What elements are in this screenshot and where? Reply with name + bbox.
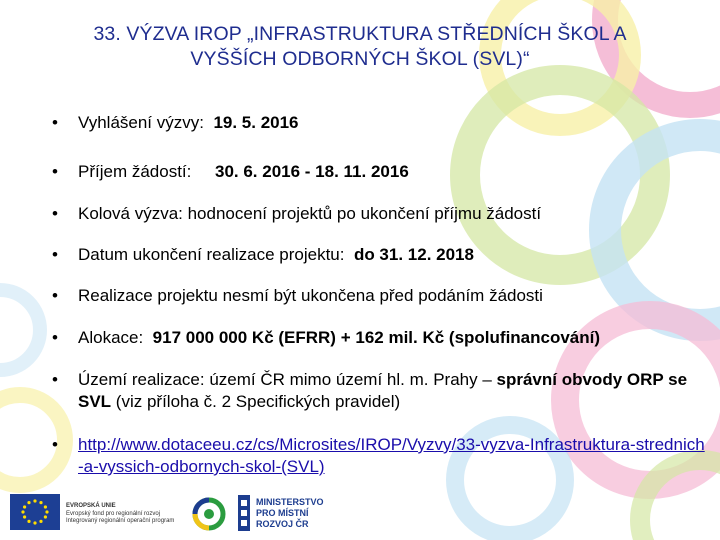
bullet-value: 19. 5. 2016 bbox=[213, 113, 299, 132]
mmr-emblem-icon bbox=[237, 494, 251, 532]
bullet-text: Realizace projektu nesmí být ukončena před podáním žádosti bbox=[78, 286, 543, 305]
slide: 33. VÝZVA IROP „INFRASTRUKTURA STŘEDNÍCH ŠKOL A VYŠŠÍCH ODBORNÝCH ŠKOL (SVL)“ • Vyhlášení výzvy: 19. 5. 2016 • Příjem žádostí: 30. 6. 2016 - 18. 11. 2016 • Kolová výzva: hodnocení projektů po ukončení příjmu žádostí • Datum ukončení realizace projektu: do 31. 12. 2018 • Realizace projektu nesmí být ukončena před podáním žádosti • Alokace: 917 000 000 Kč (EFRR) + 162 mil. Kč (spolufinancování) • Území realizace: území ČR mimo území hl. m. Prahy – správní obvody ORP se SVL (viz příloha č. 2 Specifických pravidel) • http://www.dotaceeu.cz/cs/Microsites/IROP/Vyzvy/33-vyzva-Infrastruktura-strednich-a-vyssich-odbornych-skol-(SVL) EVROPSKÁ UNIE Evropský fond pro regionální rozvoj Integrovaný regionální operační program MINISTERSTVO PRO MÍSTNÍ ROZVOJ ČR bbox=[0, 0, 720, 540]
bullet-value-efrr: 917 000 000 Kč (EFRR) bbox=[152, 328, 336, 347]
eu-program: Integrovaný regionální operační program bbox=[66, 518, 175, 524]
bullet-value: do 31. 12. 2018 bbox=[353, 245, 474, 264]
mmr-line-1: MINISTERSTVO bbox=[256, 497, 324, 507]
eu-flag-icon bbox=[10, 494, 60, 530]
bullet-value-spolufin: + 162 mil. Kč (spolufinancování) bbox=[340, 328, 601, 347]
bullet-text-1: Území realizace: území ČR mimo území hl. m. Prahy – bbox=[78, 370, 492, 389]
eu-fund: Evropský fond pro regionální rozvoj bbox=[66, 511, 161, 517]
bullet-label: Alokace: bbox=[78, 328, 144, 347]
bullet-text-2: (viz příloha č. 2 Specifických pravidel) bbox=[115, 392, 401, 411]
bullet-text-bold: správní obvody ORP se SVL bbox=[78, 370, 688, 411]
mmr-line-3: ROZVOJ ČR bbox=[256, 519, 309, 529]
title-line-1: 33. VÝZVA IROP „INFRASTRUKTURA STŘEDNÍCH ŠKOL A bbox=[93, 23, 627, 45]
irop-logo-icon bbox=[186, 496, 232, 532]
slide-title bbox=[20, 22, 700, 72]
title-line-2: VYŠŠÍCH ODBORNÝCH ŠKOL (SVL)“ bbox=[190, 48, 530, 70]
bullet-label: Datum ukončení realizace projektu: bbox=[78, 245, 345, 264]
bullet-label: Příjem žádostí: bbox=[78, 162, 192, 181]
bullet-label: Vyhlášení výzvy: bbox=[78, 113, 204, 132]
vyzva-link[interactable]: http://www.dotaceeu.cz/cs/Microsites/IROP/Vyzvy/33-vyzva-Infrastruktura-strednich-a-vyssich-odbornych-skol-(SVL) bbox=[78, 435, 705, 476]
bullet-text: Kolová výzva: hodnocení projektů po ukončení příjmu žádostí bbox=[78, 204, 542, 223]
eu-title: EVROPSKÁ UNIE bbox=[66, 503, 116, 509]
mmr-line-2: PRO MÍSTNÍ bbox=[256, 508, 309, 518]
bullet-value: 30. 6. 2016 - 18. 11. 2016 bbox=[215, 162, 409, 181]
